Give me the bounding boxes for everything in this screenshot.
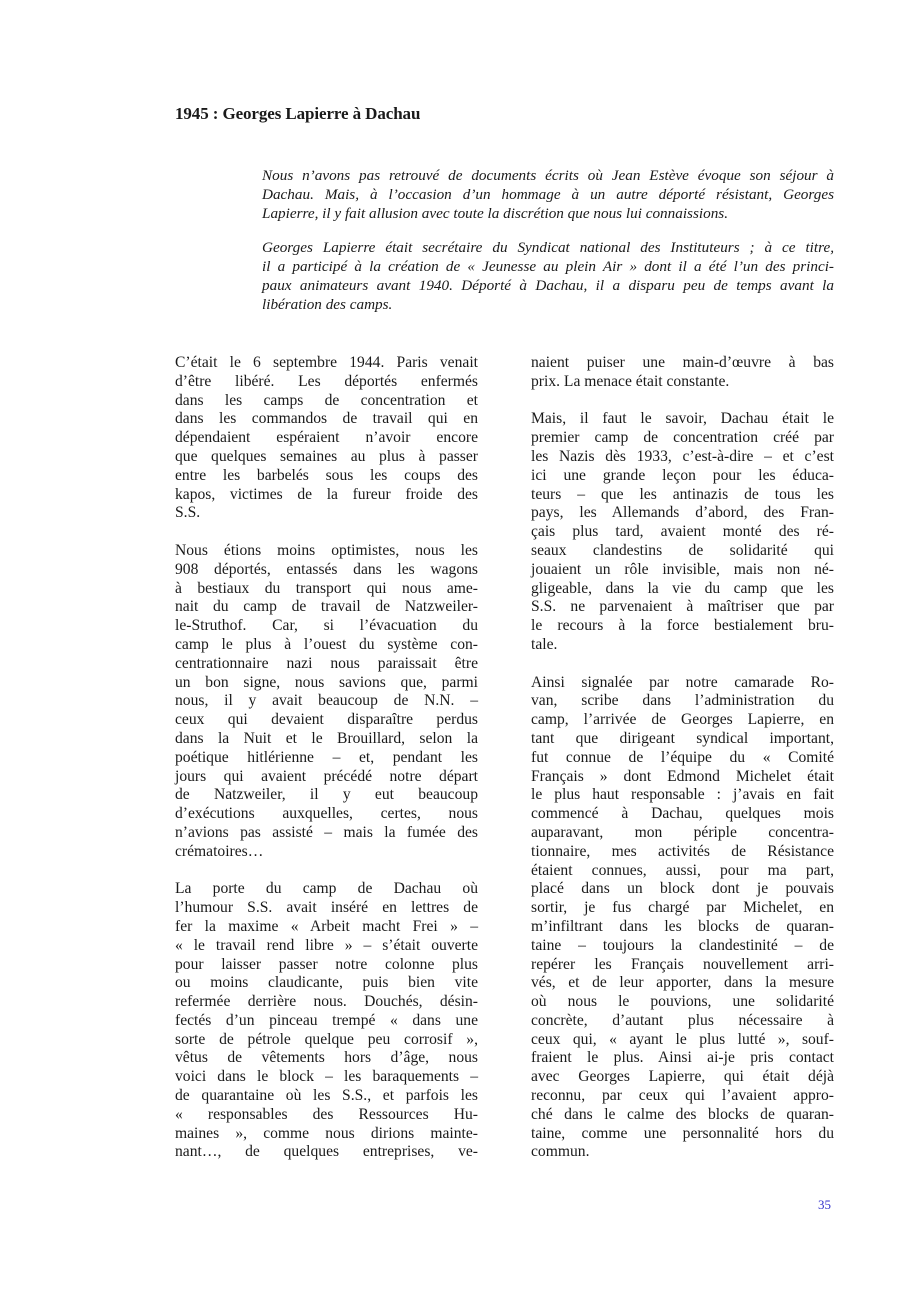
text-line: gligeable, dans la vie du camp que les <box>531 579 834 597</box>
text-line: voici dans le block – les baraquements – <box>175 1068 478 1086</box>
text-line: Georges Lapierre était secrétaire du Syndicat national des Instituteurs ; à ce titre, <box>262 239 834 256</box>
text-line: reconnu, par ceux qui l’avaient appro- <box>531 1087 834 1105</box>
text-line: prix. La menace était constante. <box>531 372 730 390</box>
text-line: teurs – que les antinazis de tous les <box>531 485 834 503</box>
text-line: commun. <box>531 1143 590 1161</box>
body-paragraph <box>531 674 834 1163</box>
text-line: de quarantaine où les S.S., et parfois les <box>175 1087 478 1105</box>
text-line: « responsables des Ressources Hu- <box>175 1105 478 1123</box>
text-line: Français » dont Edmond Michelet était <box>531 767 834 785</box>
text-line: Nous étions moins optimistes, nous les <box>175 541 478 559</box>
text-line: que quelques semaines au plus à passer <box>175 447 478 465</box>
text-line: maines », comme nous dirions mainte- <box>175 1124 478 1142</box>
text-line: S.S. ne parvenaient à maîtriser que par <box>531 598 834 616</box>
text-line: l’humour S.S. avait inséré en lettres de <box>175 899 478 917</box>
text-line: dans les camps de concentration et <box>175 391 478 409</box>
text-line: seaux clandestins de solidarité qui <box>531 541 834 559</box>
text-line: d’être libéré. Les déportés enfermés <box>175 372 478 390</box>
body-paragraph <box>531 410 834 654</box>
text-line: Dachau. Mais, à l’occasion d’un hommage à un autre déporté résistant, Georges <box>262 186 834 203</box>
text-line: à bestiaux du transport qui nous ame- <box>175 579 478 597</box>
body-paragraph <box>175 880 478 1162</box>
text-line: naient puiser une main-d’œuvre à bas <box>531 354 834 371</box>
intro-paragraph <box>262 166 834 223</box>
text-line: nait du camp de travail de Natzweiler- <box>175 598 478 616</box>
text-line: ceux qui, « ayant le plus lutté », souf- <box>531 1030 834 1048</box>
text-line: 908 déportés, entassés dans les wagons <box>175 560 478 578</box>
text-line: où nous le pouvions, une solidarité <box>531 993 834 1011</box>
text-line: dans la Nuit et le Brouillard, selon la <box>175 729 478 747</box>
text-line: n’avions pas assisté – mais la fumée des <box>175 823 478 841</box>
text-line: Mais, il faut le savoir, Dachau était le <box>531 410 834 428</box>
text-line: Ainsi signalée par notre camarade Ro- <box>531 673 834 691</box>
text-line: taine, comme une personnalité hors du <box>531 1124 834 1142</box>
text-line: çais plus tard, avaient monté des ré- <box>531 523 834 541</box>
text-line: Nous n’avons pas retrouvé de documents écrits où Jean Estève évoque son séjour à <box>262 167 834 184</box>
text-line: vêtus de vêtements hors d’âge, nous <box>175 1049 478 1067</box>
body-paragraph <box>175 354 478 523</box>
text-line: fraient le plus. Ainsi ai-je pris contact <box>531 1049 834 1067</box>
column-right <box>531 354 834 1181</box>
text-line: premier camp de concentration créé par <box>531 429 834 447</box>
text-line: centrationnaire nazi nous paraissait être <box>175 654 478 672</box>
text-line: concrète, d’autant plus nécessaire à <box>531 1011 834 1029</box>
text-line: camp le plus à l’ouest du système con- <box>175 635 478 653</box>
text-line: taine – toujours la clandestinité – de <box>531 936 834 954</box>
text-line: tale. <box>531 635 558 653</box>
page-number: 35 <box>818 1197 831 1212</box>
column-left <box>175 354 478 1181</box>
text-line: nant…, de quelques entreprises, ve- <box>175 1143 478 1161</box>
text-line: « le travail rend libre » – s’était ouverte <box>175 936 478 954</box>
text-line: repérer les Français nouvellement arri- <box>531 955 834 973</box>
text-line: le-Struthof. Car, si l’évacuation du <box>175 617 478 635</box>
intro-italic-block <box>262 166 834 329</box>
text-line: le recours à la force bestialement bru- <box>531 617 834 635</box>
text-line: libération des camps. <box>262 296 393 313</box>
text-line: tant que dirigeant syndical important, <box>531 729 834 747</box>
body-paragraph <box>531 354 834 392</box>
page-title: 1945 : Georges Lapierre à Dachau <box>175 104 421 123</box>
text-line: entre les barbelés sous les coups des <box>175 466 478 484</box>
text-line: camp, l’arrivée de Georges Lapierre, en <box>531 711 834 729</box>
text-line: placé dans un block dont je pouvais <box>531 880 834 898</box>
text-line: crématoires… <box>175 842 264 860</box>
text-line: m’infiltrant dans les blocks de quaran- <box>531 917 834 935</box>
text-line: vés, et de leur apporter, dans la mesure <box>531 974 834 992</box>
text-line: Lapierre, il y fait allusion avec toute la discrétion que nous lui connaissions. <box>262 205 728 222</box>
text-line: auparavant, mon périple concentra- <box>531 823 834 841</box>
text-line: kapos, victimes de la fureur froide des <box>175 485 478 503</box>
text-line: étaient connues, aussi, pour ma part, <box>531 861 834 879</box>
text-line: fer la maxime « Arbeit macht Frei » – <box>175 917 478 935</box>
text-line: pays, les Allemands d’abord, des Fran- <box>531 504 834 522</box>
text-line: d’exécutions auxquelles, certes, nous <box>175 805 478 823</box>
text-line: ici une grande leçon pour les éduca- <box>531 466 834 484</box>
text-line: pour laisser passer notre colonne plus <box>175 955 478 973</box>
text-line: ou moins claudicante, puis bien vite <box>175 974 478 992</box>
body-paragraph <box>175 542 478 862</box>
text-line: ceux qui devaient disparaître perdus <box>175 711 478 729</box>
text-line: il a participé à la création de « Jeunesse au plein Air » dont il a été l’un des princi- <box>262 258 834 275</box>
text-line: van, scribe dans l’administration du <box>531 692 834 710</box>
text-line: avec Georges Lapierre, qui était déjà <box>531 1068 834 1086</box>
text-line: jours qui avaient précédé notre départ <box>175 767 478 785</box>
text-line: nous, il y avait beaucoup de N.N. – <box>175 692 478 710</box>
text-line: sorte de pétrole quelque peu corrosif », <box>175 1030 478 1048</box>
text-line: ché dans le calme des blocks de quaran- <box>531 1105 834 1123</box>
intro-paragraph <box>262 238 834 314</box>
text-line: refermée derrière nous. Douchés, désin- <box>175 993 478 1011</box>
text-line: le plus haut responsable : j’avais en fait <box>531 786 834 804</box>
text-line: dans les commandos de travail qui en <box>175 410 478 428</box>
text-line: fut connue de l’équipe du « Comité <box>531 748 834 766</box>
text-line: paux animateurs avant 1940. Déporté à Dachau, il a disparu peu de temps avant la <box>262 277 834 294</box>
text-line: La porte du camp de Dachau où <box>175 880 478 898</box>
text-line: jouaient un rôle invisible, mais non né- <box>531 560 834 578</box>
text-line: dépendaient espéraient n’avoir encore <box>175 429 478 447</box>
text-line: de Natzweiler, il y eut beaucoup <box>175 786 478 804</box>
text-line: les Nazis dès 1933, c’est-à-dire – et c’est <box>531 447 834 465</box>
text-line: poétique hitlérienne – et, pendant les <box>175 748 478 766</box>
text-line: tionnaire, mes activités de Résistance <box>531 842 834 860</box>
text-line: commencé à Dachau, quelques mois <box>531 805 834 823</box>
text-line: sortir, je fus chargé par Michelet, en <box>531 899 834 917</box>
text-line: C’était le 6 septembre 1944. Paris venait <box>175 354 478 371</box>
text-line: fectés d’un pinceau trempé « dans une <box>175 1011 478 1029</box>
text-line: S.S. <box>175 504 201 522</box>
text-line: un bon signe, nous savions que, parmi <box>175 673 478 691</box>
